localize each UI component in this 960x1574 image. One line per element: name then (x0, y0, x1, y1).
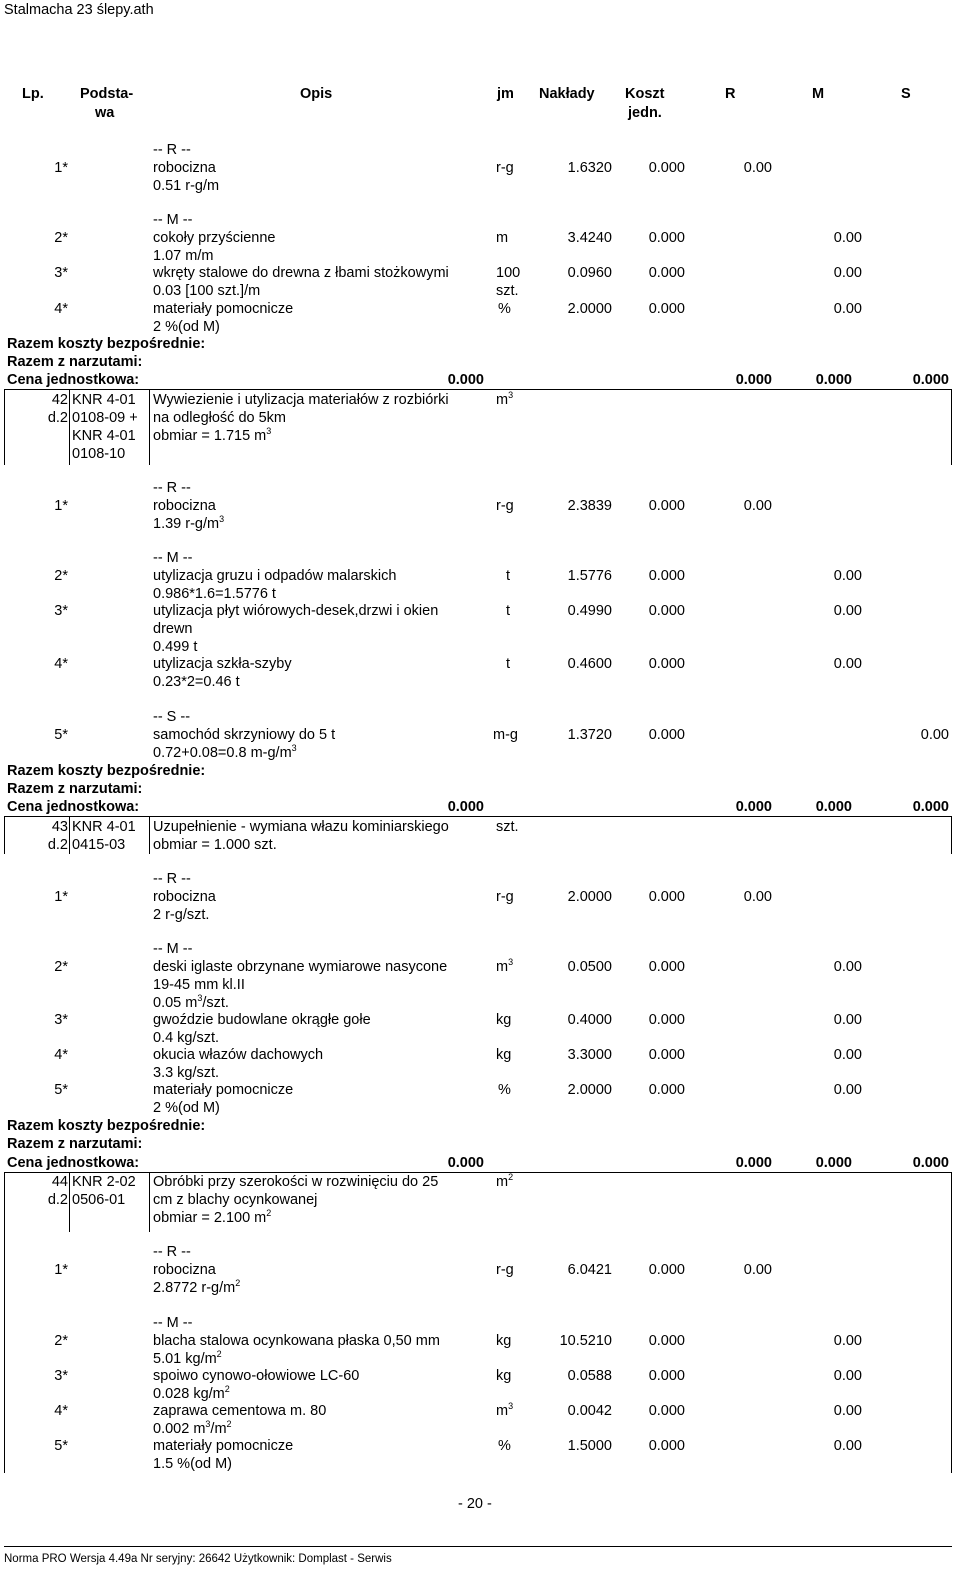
m-value: 0.00 (833, 1333, 862, 1349)
divider (69, 816, 70, 854)
position-number: 42 (51, 392, 68, 408)
resource-name: okucia włazów dachowych (153, 1047, 324, 1063)
norm: 0.51 r-g/m (153, 178, 220, 194)
r-value: 0.00 (743, 1262, 772, 1278)
lp: 2* (54, 230, 68, 246)
position-d: d.2 (47, 1192, 68, 1208)
header-naklady: Nakłady (539, 86, 595, 102)
position-number: 44 (51, 1174, 68, 1190)
s-value: 0.00 (920, 727, 949, 743)
norm: 2 r-g/szt. (153, 907, 210, 923)
quantity: 0.4990 (567, 603, 612, 619)
base: KNR 4-01 (72, 428, 136, 444)
quantity: 10.5210 (559, 1333, 612, 1349)
resource-name: blacha stalowa ocynkowana płaska 0,50 mm (153, 1333, 440, 1349)
s-marker: -- S -- (153, 709, 191, 725)
resource-name: robocizna (153, 889, 216, 905)
resource-name: utylizacja płyt wiórowych-desek,drzwi i okien (153, 603, 439, 619)
m-value: 0.00 (833, 230, 862, 246)
unit-cost: 0.000 (648, 727, 685, 743)
divider (4, 389, 952, 390)
unit-price-s: 0.000 (912, 1155, 949, 1171)
lp: 5* (54, 1438, 68, 1454)
unit-cost: 0.000 (648, 1403, 685, 1419)
lp: 2* (54, 1333, 68, 1349)
norm: 1.39 $r-g/m^3$ (153, 514, 225, 532)
unit-cost: 0.000 (648, 498, 685, 514)
unit-price: 0.000 (447, 799, 484, 815)
unit: kg (496, 1333, 512, 1349)
norm: 5.01 $kg/m^2$ (153, 1349, 222, 1367)
unit-cost: 0.000 (648, 301, 685, 317)
norm: 0.002 $m^3/m^2$ (153, 1419, 232, 1437)
unit-price-m: 0.000 (815, 372, 852, 388)
unit-price-label: Cena jednostkowa: (7, 1155, 140, 1171)
m-value: 0.00 (833, 656, 862, 672)
unit-price-s: 0.000 (912, 799, 949, 815)
unit: m (496, 230, 509, 246)
norm: 1.5 %(od M) (153, 1456, 232, 1472)
page-number: - 20 - (458, 1496, 492, 1512)
resource-name: spoiwo cynowo-ołowiowe LC-60 (153, 1368, 360, 1384)
unit-price-m: 0.000 (815, 799, 852, 815)
unit-price-label: Cena jednostkowa: (7, 799, 140, 815)
summary-with-markup: Razem z narzutami: (7, 1136, 143, 1152)
unit: % (498, 301, 511, 317)
position-d: d.2 (47, 837, 68, 853)
unit: $m^3$ (496, 1401, 514, 1419)
header-koszt: Koszt (625, 86, 665, 102)
unit-price-r: 0.000 (735, 1155, 772, 1171)
norm: 0.03 [100 szt.]/m (153, 283, 261, 299)
m-marker: -- M -- (153, 212, 193, 228)
m-marker: -- M -- (153, 941, 193, 957)
resource-name: wkręty stalowe do drewna z łbami stożkowymi (153, 265, 449, 281)
position-number: 43 (51, 819, 68, 835)
divider (4, 389, 5, 465)
quantity: 1.6320 (567, 160, 612, 176)
m-value: 0.00 (833, 1047, 862, 1063)
norm: 2.8772 $r-g/m^2$ (153, 1278, 241, 1296)
norm: 3.3 kg/szt. (153, 1065, 220, 1081)
divider (4, 816, 5, 854)
unit-cost: 0.000 (648, 1082, 685, 1098)
lp: 4* (54, 656, 68, 672)
quantity: 3.4240 (567, 230, 612, 246)
base: KNR 4-01 (72, 392, 136, 408)
header-lp: Lp. (22, 86, 44, 102)
resource-name-2: drewn (153, 621, 193, 637)
obmiar: obmiar = 1.000 szt. (153, 837, 277, 853)
quantity: 1.5000 (567, 1438, 612, 1454)
divider (149, 816, 150, 854)
divider (4, 1172, 952, 1173)
base: 0108-09 + (72, 410, 138, 426)
resource-name: materiały pomocnicze (153, 1082, 294, 1098)
resource-name: utylizacja szkła-szyby (153, 656, 292, 672)
description: Uzupełnienie - wymiana włazu kominiarskiego (153, 819, 449, 835)
unit-cost: 0.000 (648, 1368, 685, 1384)
header-s: S (901, 86, 911, 102)
summary-direct-costs: Razem koszty bezpośrednie: (7, 763, 206, 779)
unit-price-r: 0.000 (735, 799, 772, 815)
unit: kg (496, 1012, 512, 1028)
divider (951, 389, 952, 465)
quantity: 2.0000 (567, 889, 612, 905)
header-r: R (725, 86, 736, 102)
resource-name: robocizna (153, 160, 216, 176)
m-value: 0.00 (833, 568, 862, 584)
base: KNR 2-02 (72, 1174, 136, 1190)
quantity: 3.3000 (567, 1047, 612, 1063)
unit: t (506, 656, 511, 672)
quantity: 0.0500 (567, 959, 612, 975)
unit: kg (496, 1368, 512, 1384)
divider (951, 1172, 952, 1473)
quantity: 0.4000 (567, 1012, 612, 1028)
lp: 5* (54, 1082, 68, 1098)
lp: 5* (54, 727, 68, 743)
divider (149, 389, 150, 465)
footer-text: Norma PRO Wersja 4.49a Nr seryjny: 26642 Użytkownik: Domplast - Serwis (4, 1553, 392, 1565)
norm: 1.07 m/m (153, 248, 214, 264)
lp: 1* (54, 498, 68, 514)
quantity: 0.0042 (567, 1403, 612, 1419)
unit-cost: 0.000 (648, 603, 685, 619)
norm: 2 %(od M) (153, 1100, 220, 1116)
unit: $m^3$ (496, 957, 514, 975)
norm: 0.499 t (153, 639, 198, 655)
norm: 0.23*2=0.46 t (153, 674, 240, 690)
unit-price: 0.000 (447, 1155, 484, 1171)
r-value: 0.00 (743, 160, 772, 176)
m-value: 0.00 (833, 1403, 862, 1419)
quantity: 2.0000 (567, 301, 612, 317)
lp: 3* (54, 603, 68, 619)
unit-cost: 0.000 (648, 1333, 685, 1349)
unit-price: 0.000 (447, 372, 484, 388)
lp: 2* (54, 568, 68, 584)
unit-cost: 0.000 (648, 959, 685, 975)
unit: r-g (496, 889, 514, 905)
lp: 4* (54, 1047, 68, 1063)
position-d: d.2 (47, 410, 68, 426)
quantity: 2.3839 (567, 498, 612, 514)
divider (149, 1172, 150, 1232)
unit-2: szt. (496, 283, 519, 299)
resource-name: cokoły przyścienne (153, 230, 276, 246)
unit: 100 (496, 265, 521, 281)
unit-price-m: 0.000 (815, 1155, 852, 1171)
m-value: 0.00 (833, 1438, 862, 1454)
r-value: 0.00 (743, 498, 772, 514)
unit-price-r: 0.000 (735, 372, 772, 388)
unit-cost: 0.000 (648, 889, 685, 905)
resource-name: deski iglaste obrzynane wymiarowe nasycone (153, 959, 448, 975)
divider (4, 816, 952, 817)
resource-name: robocizna (153, 1262, 216, 1278)
lp: 1* (54, 889, 68, 905)
quantity: 1.5776 (567, 568, 612, 584)
unit: t (506, 603, 511, 619)
unit-cost: 0.000 (648, 656, 685, 672)
r-marker: -- R -- (153, 871, 191, 887)
unit: t (506, 568, 511, 584)
header-opis: Opis (300, 86, 333, 102)
divider (69, 1172, 70, 1232)
r-marker: -- R -- (153, 480, 191, 496)
unit: m-g (493, 727, 518, 743)
summary-direct-costs: Razem koszty bezpośrednie: (7, 1118, 206, 1134)
m-value: 0.00 (833, 959, 862, 975)
description: Obróbki przy szerokości w rozwinięciu do 25 (153, 1174, 439, 1190)
footer-divider (4, 1546, 952, 1547)
unit: r-g (496, 498, 514, 514)
summary-with-markup: Razem z narzutami: (7, 354, 143, 370)
unit: % (498, 1438, 511, 1454)
resource-name: gwoździe budowlane okrągłe gołe (153, 1012, 371, 1028)
resource-name: robocizna (153, 498, 216, 514)
resource-name-2: 19-45 mm kl.II (153, 977, 245, 993)
lp: 3* (54, 265, 68, 281)
unit-cost: 0.000 (648, 1438, 685, 1454)
resource-name: materiały pomocnicze (153, 301, 294, 317)
m-value: 0.00 (833, 1012, 862, 1028)
resource-name: utylizacja gruzu i odpadów malarskich (153, 568, 397, 584)
lp: 3* (54, 1012, 68, 1028)
m-value: 0.00 (833, 301, 862, 317)
quantity: 2.0000 (567, 1082, 612, 1098)
norm: 0.986*1.6=1.5776 t (153, 586, 276, 602)
unit-cost: 0.000 (648, 160, 685, 176)
unit-price-s: 0.000 (912, 372, 949, 388)
r-marker: -- R -- (153, 1244, 191, 1260)
m-value: 0.00 (833, 603, 862, 619)
unit-cost: 0.000 (648, 1047, 685, 1063)
r-value: 0.00 (743, 889, 772, 905)
lp: 4* (54, 301, 68, 317)
quantity: 1.3720 (567, 727, 612, 743)
resource-name: materiały pomocnicze (153, 1438, 294, 1454)
norm: 0.05 $m^3$/szt. (153, 993, 229, 1011)
lp: 4* (54, 1403, 68, 1419)
header-podstawa: Podsta- (80, 86, 134, 102)
norm: 0.72+0.08=0.8 $m-g/m^3$ (153, 743, 297, 761)
description: Wywiezienie i utylizacja materiałów z rozbiórki (153, 392, 449, 408)
header-podstawa-2: wa (95, 105, 115, 121)
summary-direct-costs: Razem koszty bezpośrednie: (7, 336, 206, 352)
quantity: 0.4600 (567, 656, 612, 672)
base: 0415-03 (72, 837, 126, 853)
m-value: 0.00 (833, 1368, 862, 1384)
divider (951, 816, 952, 854)
base: 0506-01 (72, 1192, 126, 1208)
description: na odległość do 5km (153, 410, 286, 426)
obmiar: obmiar = 1.715 $m^3$ (153, 426, 272, 444)
unit: kg (496, 1047, 512, 1063)
unit-cost: 0.000 (648, 1262, 685, 1278)
unit-cost: 0.000 (648, 230, 685, 246)
m-value: 0.00 (833, 265, 862, 281)
header-koszt-jedn: jedn. (628, 105, 662, 121)
unit: szt. (496, 819, 519, 835)
m-marker: -- M -- (153, 550, 193, 566)
quantity: 0.0588 (567, 1368, 612, 1384)
unit: r-g (496, 1262, 514, 1278)
unit-cost: 0.000 (648, 265, 685, 281)
lp: 2* (54, 959, 68, 975)
m-marker: -- M -- (153, 1315, 193, 1331)
base: KNR 4-01 (72, 819, 136, 835)
r-marker: -- R -- (153, 142, 191, 158)
norm: 0.028 $kg/m^2$ (153, 1384, 230, 1402)
unit-price-label: Cena jednostkowa: (7, 372, 140, 388)
resource-name: samochód skrzyniowy do 5 t (153, 727, 336, 743)
unit: $m^2$ (496, 1172, 514, 1190)
unit: r-g (496, 160, 514, 176)
unit: % (498, 1082, 511, 1098)
divider (69, 389, 70, 465)
quantity: 0.0960 (567, 265, 612, 281)
unit-cost: 0.000 (648, 568, 685, 584)
norm: 0.4 kg/szt. (153, 1030, 220, 1046)
resource-name: zaprawa cementowa m. 80 (153, 1403, 327, 1419)
description: cm z blachy ocynkowanej (153, 1192, 318, 1208)
lp: 1* (54, 1262, 68, 1278)
obmiar: obmiar = 2.100 $m^2$ (153, 1208, 272, 1226)
quantity: 6.0421 (567, 1262, 612, 1278)
m-value: 0.00 (833, 1082, 862, 1098)
header-m: M (812, 86, 825, 102)
document-title: Stalmacha 23 ślepy.ath (4, 2, 154, 18)
summary-with-markup: Razem z narzutami: (7, 781, 143, 797)
unit-cost: 0.000 (648, 1012, 685, 1028)
lp: 1* (54, 160, 68, 176)
lp: 3* (54, 1368, 68, 1384)
base: 0108-10 (72, 446, 126, 462)
divider (4, 1172, 5, 1473)
unit: $m^3$ (496, 390, 514, 408)
header-jm: jm (497, 86, 514, 102)
norm: 2 %(od M) (153, 319, 220, 335)
